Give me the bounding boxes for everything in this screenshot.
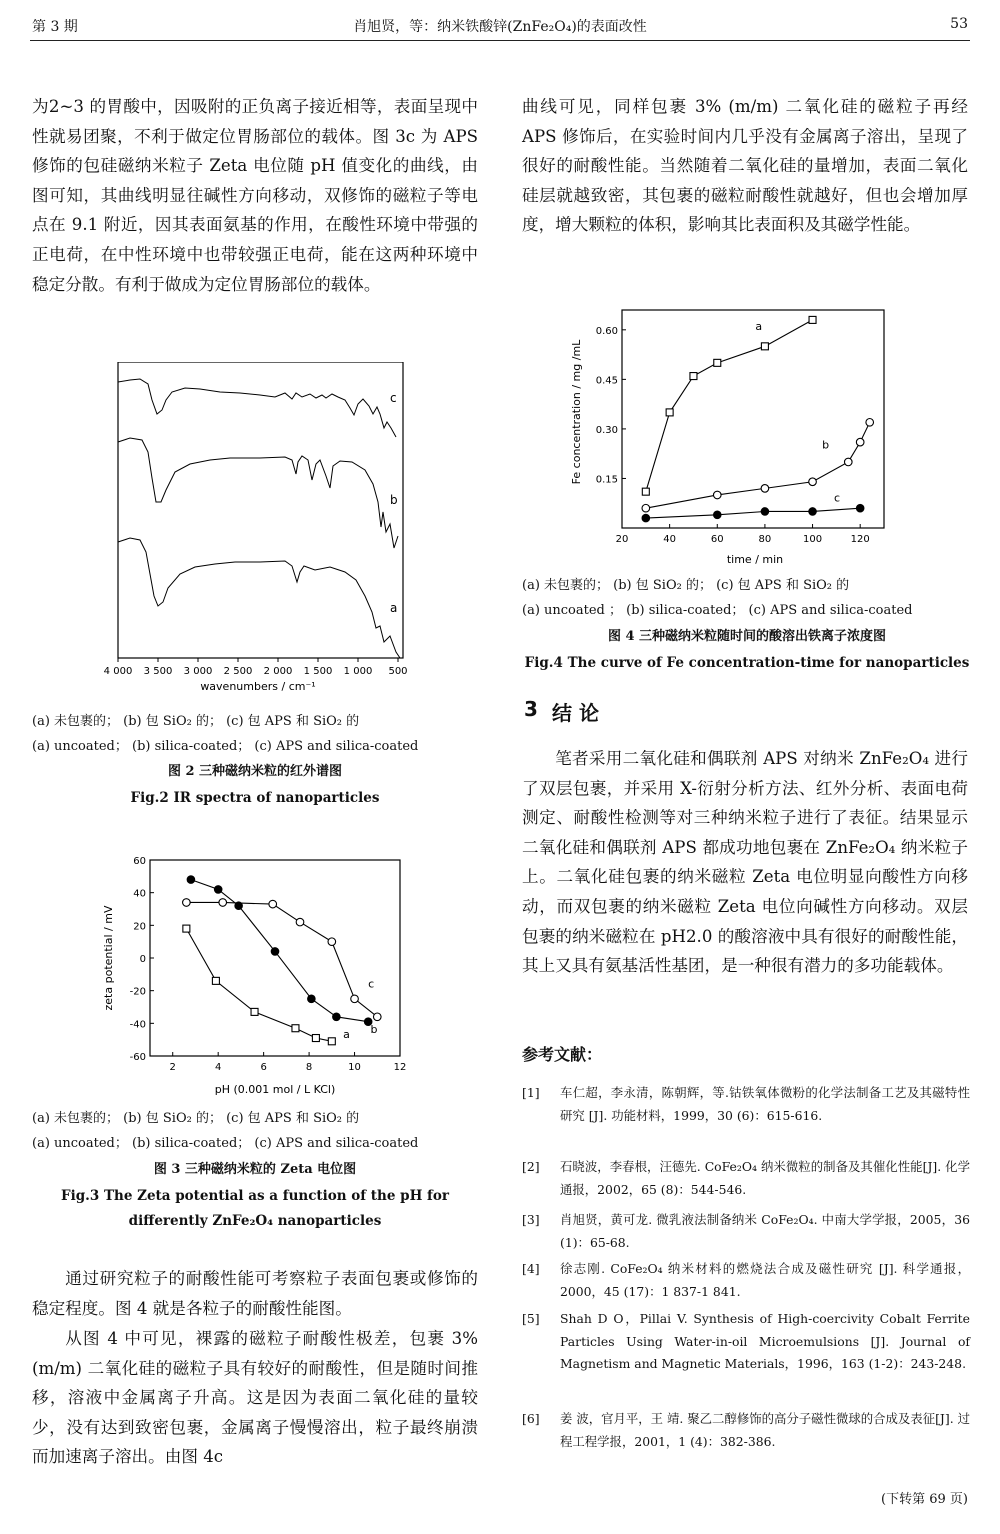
fig3-series-label-a: a bbox=[343, 1028, 350, 1042]
reference-item bbox=[522, 1209, 970, 1255]
header-issue: 第 3 期 bbox=[32, 19, 78, 35]
fig3-point-b bbox=[333, 1013, 341, 1021]
conclusion-paragraph: 笔者采用二氧化硅和偶联剂 APS 对纳米 ZnFe₂O₄ 进行了双层包裹，并采用 X-衍射分析方法、红外分析、表面电荷测定、耐酸性检测等对三种纳米粒子进行了表征。结果显示二氧化硅和偶联剂 APS 都成功地包裹在 ZnFe₂O₄ 纳米粒子上。二氧化硅包裹的纳米磁粒 Zeta 电位明显向酸性方向移动，而双包裹的纳米磁粒 Zeta 电位向碱性方向移动。双层包裹的纳米磁粒在 pH2.0 的酸溶液中具有很好的耐酸性能，其上又具有氨基活性基团，是一种很有潜力的多功能载体。 bbox=[522, 749, 968, 976]
fig3-caption-cn: (a) 未包裹的； (b) 包 SiO₂ 的； (c) 包 APS 和 SiO₂ 的 bbox=[32, 1111, 360, 1126]
fig4-ytick-label: 0.60 bbox=[595, 325, 618, 337]
fig4-point-b bbox=[809, 478, 817, 486]
fig3-point-b bbox=[271, 948, 279, 956]
fig2-tick-2500: 2 500 bbox=[223, 666, 253, 677]
fig4-xtick-label: 40 bbox=[663, 534, 677, 545]
fig3-ylabel: zeta potential / mV bbox=[102, 905, 115, 1011]
fig4-ytick-label: 0.15 bbox=[595, 474, 618, 486]
reference-text: 车仁超，李永清，陈朝辉，等.钴铁氧体微粉的化学法制备工艺及其磁特性研究 [J]. 功能材料，1999，30 (6)：615-616. bbox=[560, 1085, 970, 1123]
fig4-series-line-a bbox=[646, 320, 813, 492]
fig4-xtick-label: 120 bbox=[850, 534, 870, 545]
fig4-fe-concentration-chart bbox=[560, 300, 900, 570]
fig4-series-line-c bbox=[646, 508, 860, 518]
fig4-ytick-label: 0.45 bbox=[595, 375, 618, 387]
fig4-point-a bbox=[666, 409, 673, 416]
fig3-ytick-label: 20 bbox=[133, 921, 146, 933]
fig3-series-line-b bbox=[191, 880, 368, 1022]
fig3-xtick-label: 6 bbox=[260, 1062, 267, 1073]
fig3-ytick-label: -40 bbox=[129, 1019, 146, 1031]
fig3-point-a bbox=[312, 1035, 319, 1042]
fig4-point-a bbox=[714, 359, 721, 366]
fig2-tick-2000: 2 000 bbox=[263, 666, 293, 677]
fig3-point-c bbox=[351, 995, 359, 1003]
fig3-point-a bbox=[292, 1025, 299, 1032]
fig3-point-c bbox=[373, 1013, 381, 1021]
fig3-point-a bbox=[251, 1008, 258, 1015]
fig4-point-b bbox=[866, 419, 874, 427]
fig4-title-cn: 图 4 三种磁纳米粒随时间的酸溶出铁离子浓度图 bbox=[607, 629, 887, 644]
fig4-xtick-label: 60 bbox=[710, 534, 724, 545]
header-rule bbox=[30, 40, 970, 41]
fig4-point-c bbox=[713, 511, 721, 519]
reference-number: [4] bbox=[522, 1261, 540, 1276]
fig2-caption-cn: (a) 未包裹的； (b) 包 SiO₂ 的； (c) 包 APS 和 SiO₂ 的 bbox=[32, 714, 360, 729]
continued-note: (下转第 69 页) bbox=[881, 1492, 968, 1507]
fig3-xtick-label: 10 bbox=[348, 1062, 361, 1073]
fig3-point-a bbox=[328, 1038, 335, 1045]
references-heading: 参考文献： bbox=[522, 1045, 603, 1064]
fig2-title-en: Fig.2 IR spectra of nanoparticles bbox=[130, 790, 380, 806]
fig2-ir-spectra bbox=[60, 362, 460, 702]
fig4-point-a bbox=[809, 316, 816, 323]
section-number: 3 bbox=[524, 697, 538, 721]
reference-text: 姜 波，官月平，王 靖. 聚乙二醇修饰的高分子磁性微球的合成及表征[J]. 过程工程学报，2001，1 (4)：382-386. bbox=[560, 1411, 970, 1449]
reference-text: 石晓波，李春根，汪德先. CoFe₂O₄ 纳米微粒的制备及其催化性能[J]. 化学通报，2002，65 (8)：544-546. bbox=[560, 1159, 970, 1197]
reference-number: [3] bbox=[522, 1212, 540, 1227]
fig4-title-en: Fig.4 The curve of Fe concentration-time for nanoparticles bbox=[524, 655, 970, 671]
fig4-point-a bbox=[761, 343, 768, 350]
fig4-plot-frame bbox=[622, 310, 884, 528]
fig3-point-c bbox=[296, 918, 304, 926]
fig2-tick-500: 500 bbox=[388, 666, 408, 677]
fig3-title-en-line2: differently ZnFe₂O₄ nanoparticles bbox=[128, 1213, 382, 1229]
fig4-point-a bbox=[642, 488, 649, 495]
fig3-xtick-label: 2 bbox=[169, 1062, 176, 1073]
fig2-tick-3000: 3 000 bbox=[183, 666, 213, 677]
fig4-series-label-b: b bbox=[822, 438, 830, 452]
header-page-number: 53 bbox=[950, 16, 968, 32]
fig3-xtick-label: 8 bbox=[305, 1062, 313, 1073]
reference-item bbox=[522, 1258, 970, 1304]
reference-text: 徐志刚. CoFe₂O₄ 纳米材料的燃烧法合成及磁性研究 [J]. 科学通报，2000，45 (17)：1 837-1 841. bbox=[560, 1261, 970, 1299]
reference-number: [1] bbox=[522, 1085, 540, 1100]
reference-item bbox=[522, 1408, 970, 1454]
fig4-point-b bbox=[642, 504, 650, 512]
fig4-point-a bbox=[690, 373, 697, 380]
fig3-zeta-chart bbox=[90, 848, 430, 1098]
left-bottom-paragraph-2: 从图 4 中可见，裸露的磁粒子耐酸性极差，包裹 3% (m/m) 二氧化硅的磁粒子具有较好的耐酸性，但是随时间推移，溶液中金属离子升高。这是因为表面二氧化硅的量较少，没有达到致密包裹，金属离子慢慢溶出，粒子最终崩溃而加速离子溶出。由图 4c bbox=[32, 1329, 478, 1467]
fig3-ytick-label: -60 bbox=[129, 1052, 146, 1063]
fig4-point-b bbox=[856, 438, 864, 446]
fig3-ytick-label: 0 bbox=[139, 954, 146, 965]
fig2-plot-frame bbox=[118, 362, 403, 658]
fig3-point-b bbox=[214, 886, 222, 894]
reference-item bbox=[522, 1308, 970, 1400]
fig3-point-c bbox=[269, 900, 277, 908]
fig3-caption-en: (a) uncoated； (b) silica-coated； (c) APS and silica-coated bbox=[32, 1136, 419, 1151]
fig4-ylabel: Fe concentration / mg /mL bbox=[570, 339, 583, 485]
fig4-series-label-c: c bbox=[833, 491, 841, 505]
fig2-spectrum-a bbox=[118, 538, 400, 658]
fig2-title-cn: 图 2 三种磁纳米粒的红外谱图 bbox=[167, 764, 343, 779]
fig2-xlabel: wavenumbers / cm⁻¹ bbox=[200, 680, 316, 693]
fig4-caption-en: (a) uncoated ； (b) silica-coated； (c) APS and silica-coated bbox=[522, 603, 913, 618]
fig4-point-c bbox=[856, 504, 864, 512]
fig3-point-b bbox=[187, 876, 195, 884]
fig2-label-c: c bbox=[390, 391, 397, 405]
header-title: 肖旭贤，等：纳米铁酸锌(ZnFe₂O₄)的表面改性 bbox=[353, 19, 647, 35]
fig3-point-c bbox=[183, 899, 191, 907]
left-top-paragraph: 为2~3 的胃酸中，因吸附的正负离子接近相等，表面呈现中性就易团聚，不利于做定位胃肠部位的载体。图 3c 为 APS 修饰的包硅磁纳米粒子 Zeta 电位随 pH 值变化的曲线，由图可知，其曲线明显往碱性方向移动，双修饰的磁粒子等电点在 9.1 附近，因其表面氨基的作用，在酸性环境中带强的正电荷，在中性环境中也带较强正电荷，能在这两种环境中稳定分散。有利于做成为定位胃肠部位的载体。 bbox=[32, 97, 478, 294]
fig2-caption-en: (a) uncoated； (b) silica-coated； (c) APS and silica-coated bbox=[32, 739, 419, 754]
reference-item bbox=[522, 1156, 970, 1202]
fig3-xtick-label: 4 bbox=[214, 1062, 222, 1073]
fig2-label-b: b bbox=[390, 493, 398, 507]
fig3-title-en-line1: Fig.3 The Zeta potential as a function of the pH for bbox=[61, 1188, 449, 1204]
reference-text: 肖旭贤，黄可龙. 微乳液法制备纳米 CoFe₂O₄. 中南大学学报，2005，36 (1)：65-68. bbox=[560, 1212, 970, 1250]
fig4-xtick-label: 80 bbox=[758, 534, 772, 545]
fig3-point-b bbox=[308, 995, 316, 1003]
fig4-caption-cn: (a) 未包裹的； (b) 包 SiO₂ 的； (c) 包 APS 和 SiO₂ 的 bbox=[522, 578, 850, 593]
reference-text: Shah D O，Pillai V. Synthesis of High-coercivity Cobalt Ferrite Particles Using Water-in-oil Microemulsions [J]. Journal of Magnetism and Magnetic Materials，1996，163 (1-2)：243-248. bbox=[560, 1311, 970, 1371]
fig3-ytick-label: 60 bbox=[133, 856, 146, 867]
fig4-point-c bbox=[809, 508, 817, 516]
reference-number: [6] bbox=[522, 1411, 540, 1426]
fig4-point-b bbox=[761, 485, 769, 493]
fig4-xlabel: time / min bbox=[726, 553, 784, 566]
fig3-title-cn: 图 3 三种磁纳米粒的 Zeta 电位图 bbox=[153, 1162, 357, 1177]
fig4-series-label-a: a bbox=[755, 319, 763, 333]
fig3-xlabel: pH (0.001 mol / L KCl) bbox=[214, 1083, 336, 1096]
fig2-tick-1000: 1 000 bbox=[343, 666, 373, 677]
fig4-point-b bbox=[844, 458, 852, 466]
fig3-series-label-c: c bbox=[368, 977, 375, 991]
fig4-point-c bbox=[642, 514, 650, 522]
fig3-series-line-a bbox=[186, 929, 331, 1042]
section-title: 结 论 bbox=[552, 701, 599, 725]
fig4-point-c bbox=[761, 508, 769, 516]
fig3-point-c bbox=[328, 938, 336, 946]
fig4-xtick-label: 20 bbox=[615, 534, 629, 545]
reference-number: [2] bbox=[522, 1159, 540, 1174]
fig3-point-a bbox=[212, 977, 219, 984]
fig4-xtick-label: 100 bbox=[802, 534, 823, 545]
fig3-point-c bbox=[219, 899, 227, 907]
right-top-paragraph: 曲线可见，同样包裹 3% (m/m) 二氧化硅的磁粒子再经 APS 修饰后，在实验时间内几乎没有金属离子溶出，呈现了很好的耐酸性能。当然随着二氧化硅的量增加，表面二氧化硅层就越致密，其包裹的磁粒耐酸性就越好，但也会增加厚度，增大颗粒的体积，影响其比表面积及其磁学性能。 bbox=[522, 97, 968, 235]
fig2-spectrum-b bbox=[118, 438, 398, 548]
left-bottom-paragraph-1: 通过研究粒子的耐酸性能可考察粒子表面包裹或修饰的稳定程度。图 4 就是各粒子的耐酸性能图。 bbox=[32, 1269, 478, 1318]
fig2-tick-3500: 3 500 bbox=[143, 666, 173, 677]
fig2-label-a: a bbox=[390, 601, 398, 615]
fig3-plot-frame bbox=[150, 860, 400, 1056]
reference-item bbox=[522, 1082, 970, 1150]
fig2-tick-1500: 1 500 bbox=[303, 666, 333, 677]
fig2-tick-4000: 4 000 bbox=[103, 666, 133, 677]
fig3-ytick-label: 40 bbox=[133, 888, 146, 900]
fig2-spectrum-c bbox=[118, 379, 396, 437]
fig4-point-b bbox=[713, 491, 721, 499]
fig3-series-label-b: b bbox=[370, 1023, 378, 1037]
reference-number: [5] bbox=[522, 1311, 540, 1326]
fig3-xtick-label: 12 bbox=[393, 1062, 407, 1073]
fig3-point-a bbox=[183, 925, 190, 932]
fig4-ytick-label: 0.30 bbox=[595, 424, 618, 436]
fig3-ytick-label: -20 bbox=[129, 986, 146, 998]
